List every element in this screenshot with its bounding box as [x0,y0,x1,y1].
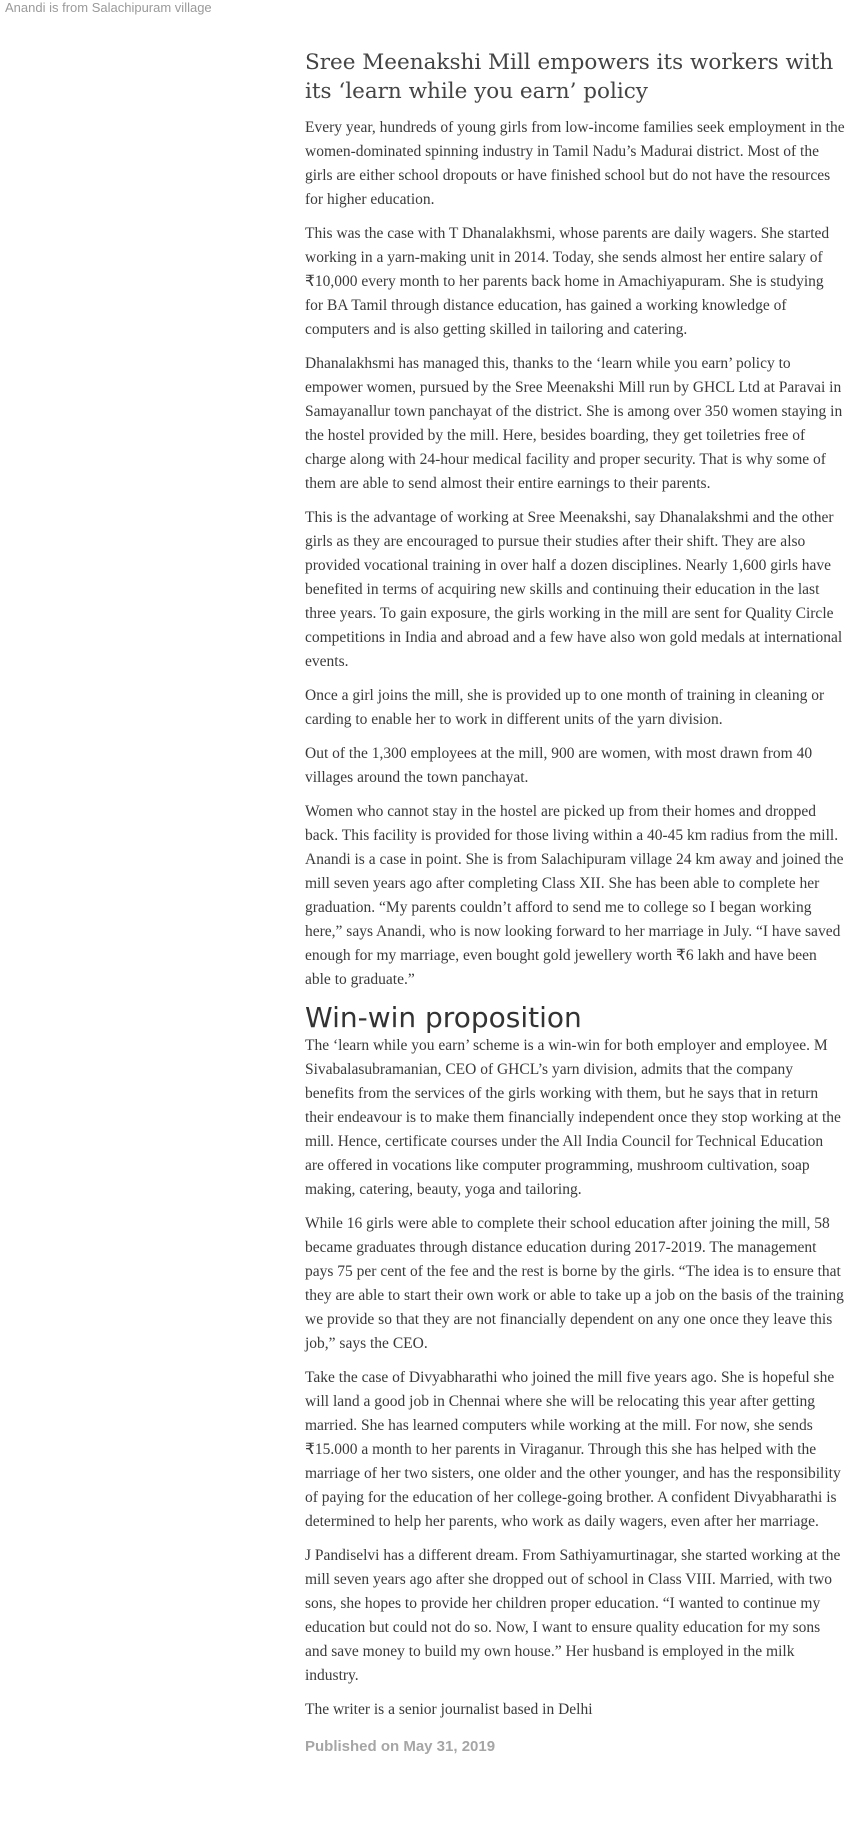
article [305,48,845,1755]
article-paragraph: J Pandiselvi has a different dream. From Sathiyamurtinagar, she started working at the mill seven years ago after she dropped out of school in Class VIII. Married, with two sons, she hopes to provide her children proper education. “I wanted to continue my education but could not do so. Now, I want to ensure quality education for my sons and save money to build my own house.” Her husband is employed in the milk industry. [305,1547,841,1684]
article-paragraph: Take the case of Divyabharathi who joined the mill five years ago. She is hopeful she will land a good job in Chennai where she will be relocating this year after getting married. She has learned computers while working at the mill. For now, she sends ₹15.000 a month to her parents in Viraganur. Through this she has helped with the marriage of her two sisters, one older and the other younger, and has the responsibility of paying for the education of her college-going brother. A confident Divyabharathi is determined to help her parents, who work as daily wagers, even after her marriage. [305,1369,841,1530]
article-paragraph: While 16 girls were able to complete their school education after joining the mill, 58 became graduates through distance education during 2017-2019. The management pays 75 per cent of the fee and the rest is borne by the girls. “The idea is to ensure that they are able to start their own work or able to take up a job on the basis of the training we provide so that they are not financially dependent on any one once they leave this job,” says the CEO. [305,1215,844,1352]
image-caption: Anandi is from Salachipuram village [5,0,212,15]
article-title: Sree Meenakshi Mill empowers its workers with its ‘learn while you earn’ policy [305,50,834,104]
article-paragraph: Out of the 1,300 employees at the mill, 900 are women, with most drawn from 40 villages around the town panchayat. [305,745,813,786]
author-byline: The writer is a senior journalist based in Delhi [305,1701,593,1718]
article-paragraph: Once a girl joins the mill, she is provided up to one month of training in cleaning or carding to enable her to work in different units of the yarn division. [305,687,825,728]
article-paragraph: Every year, hundreds of young girls from low-income families seek employment in the women-dominated spinning industry in Tamil Nadu’s Madurai district. Most of the girls are either school dropouts or have finished school but do not have the resources for higher education. [305,119,845,208]
article-paragraph: Dhanalakhsmi has managed this, thanks to the ‘learn while you earn’ policy to empower women, pursued by the Sree Meenakshi Mill run by GHCL Ltd at Paravai in Samayanallur town panchayat of the district. She is among over 350 women staying in the hostel provided by the mill. Here, besides boarding, they get toiletries free of charge along with 24-hour medical facility and proper security. That is why some of them are able to send almost their entire earnings to their parents. [305,355,843,492]
article-paragraph: The ‘learn while you earn’ scheme is a win-win for both employer and employee. M Sivabalasubramanian, CEO of GHCL’s yarn division, admits that the company benefits from the services of the girls working with them, but he says that in return their endeavour is to make them financially independent once they stop working at the mill. Hence, certificate courses under the All India Council for Technical Education are offered in vocations like computer programming, mushroom cultivation, soap making, catering, beauty, yoga and tailoring. [305,1037,841,1198]
article-paragraph: This was the case with T Dhanalakhsmi, whose parents are daily wagers. She started working in a yarn-making unit in 2014. Today, she sends almost her entire salary of ₹10,000 every month to her parents back home in Amachiyapuram. She is studying for BA Tamil through distance education, has gained a working knowledge of computers and is also getting skilled in tailoring and catering. [305,225,830,338]
section-heading: Win-win proposition [305,1001,582,1034]
published-date: Published on May 31, 2019 [305,1738,496,1755]
article-paragraph: This is the advantage of working at Sree Meenakshi, say Dhanalakshmi and the other girls as they are encouraged to pursue their studies after their shift. They are also provided vocational training in over half a dozen disciplines. Nearly 1,600 girls have benefited in terms of acquiring new skills and continuing their education in the last three years. To gain exposure, the girls working in the mill are sent for Quality Circle competitions in India and abroad and a few have also won gold medals at international events. [305,509,843,670]
article-paragraph: Women who cannot stay in the hostel are picked up from their homes and dropped back. This facility is provided for those living within a 40-45 km radius from the mill. Anandi is a case in point. She is from Salachipuram village 24 km away and joined the mill seven years ago after completing Class XII. She has been able to complete her graduation. “My parents couldn’t afford to send me to college so I began working here,” says Anandi, who is now looking forward to her marriage in July. “I have saved enough for my marriage, even bought gold jewellery worth ₹6 lakh and have been able to graduate.” [305,803,844,988]
